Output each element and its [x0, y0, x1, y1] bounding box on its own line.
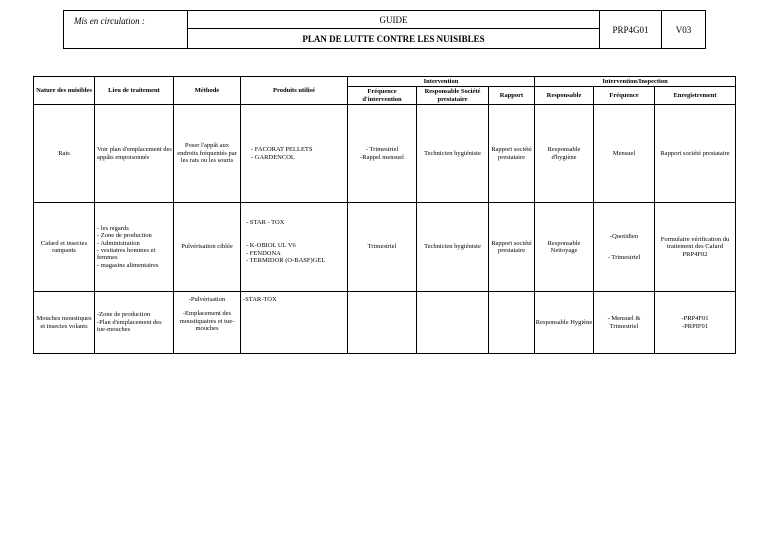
cell-responsable-societe: Technicien hygiéniste: [417, 105, 489, 203]
pest-control-table: [33, 76, 736, 354]
cell-methode: Pulvérisation ciblée: [174, 203, 241, 292]
frequency-item: - Trimestriel: [607, 254, 641, 261]
frequency-item: - Trimestriel: [365, 146, 399, 154]
table-row: [34, 292, 736, 354]
col-header-responsable-societe: Responsable Société prestataire: [417, 87, 489, 105]
col-header-produits: Produits utilisé: [241, 77, 348, 105]
cell-methode: [174, 292, 241, 354]
circulation-label: Mis en circulation :: [64, 11, 188, 49]
col-header-responsable: Responsable: [535, 87, 594, 105]
col-group-intervention: Intervention: [348, 77, 535, 87]
col-header-frequence-intervention: Fréquence d'intervention: [348, 87, 417, 105]
location-item: - magasins alimentaires: [97, 261, 159, 269]
cell-frequence: Mensuel: [594, 105, 655, 203]
cell-frequence: [594, 203, 655, 292]
product-item: - FACORAT PELLETS: [251, 146, 313, 154]
record-item: -PRPIF01: [681, 322, 708, 330]
cell-frequence: - Mensuel & Trimestriel: [594, 292, 655, 354]
location-item: - les regards: [97, 224, 129, 232]
col-header-lieu: Lieu de traitement: [95, 77, 174, 105]
table-row: [34, 203, 736, 292]
product-item: - GARDENCOL: [251, 153, 295, 161]
cell-rapport: Rapport société prestataire: [489, 105, 535, 203]
cell-produits: [241, 105, 348, 203]
method-item: -Pulvérisation: [188, 296, 226, 303]
cell-responsable: Responsable Nettoyage: [535, 203, 594, 292]
table-row: [34, 105, 736, 203]
cell-enregistrement: Rapport société prestataire: [655, 105, 736, 203]
cell-responsable: Responsable d'hygiène: [535, 105, 594, 203]
guide-label: GUIDE: [188, 11, 600, 29]
cell-produits: [241, 203, 348, 292]
cell-methode: Poser l'appât aux endroits fréquentés par les rats ou les souris: [174, 105, 241, 203]
cell-lieu: Voir plan d'emplacement des appâts empoisonnés: [95, 105, 174, 203]
cell-enregistrement: Formulaire vérification du traitement des Cafard PRP4F02: [655, 203, 736, 292]
product-item: - K-OBIOL UL V6: [246, 242, 296, 250]
location-item: - Administration: [97, 239, 140, 247]
cell-responsable-societe: [417, 292, 489, 354]
cell-frequence-intervention: Trimestriel: [348, 203, 417, 292]
cell-responsable-societe: Technicien hygiéniste: [417, 203, 489, 292]
record-item: -PRP4F01: [681, 315, 709, 323]
col-header-enregistrement: Enregistrement: [655, 87, 736, 105]
plan-title: PLAN DE LUTTE CONTRE LES NUISIBLES: [188, 29, 600, 49]
document-header: [63, 10, 706, 49]
cell-lieu: [95, 292, 174, 354]
cell-produits: -STAR-TOX: [241, 292, 348, 354]
location-item: -Plan d'emplacement des tue-mouches: [97, 318, 162, 334]
document-version: V03: [662, 11, 706, 49]
cell-frequence-intervention: [348, 292, 417, 354]
col-group-inspection: Intervention/Inspection: [535, 77, 736, 87]
location-item: - Zone de production: [97, 232, 152, 240]
product-item: - STAR - TOX: [246, 219, 285, 226]
frequency-item: -Quotidien: [609, 232, 639, 240]
frequency-item: -Rappel mensuel: [360, 153, 404, 161]
cell-nature: Mouches moustiques et insectes volants: [34, 292, 95, 354]
product-item: - FENDONA: [246, 249, 281, 257]
method-item: -Emplacement des moustiquaires et tue-mouches: [179, 310, 235, 333]
col-header-methode: Méthode: [174, 77, 241, 105]
cell-frequence-intervention: [348, 105, 417, 203]
document-reference: PRP4G01: [600, 11, 662, 49]
cell-responsable: Responsable Hygiène: [535, 292, 594, 354]
cell-enregistrement: [655, 292, 736, 354]
product-item: - TERMIDOR (O-BASF)GEL: [246, 257, 326, 265]
col-header-rapport: Rapport: [489, 87, 535, 105]
col-header-frequence: Fréquence: [594, 87, 655, 105]
cell-lieu: [95, 203, 174, 292]
cell-nature: Cafard et insectes rampants: [34, 203, 95, 292]
cell-nature: Rats: [34, 105, 95, 203]
col-header-nature: Nature des nuisibles: [34, 77, 95, 105]
location-item: -Zone de production: [97, 311, 151, 319]
location-item: - vestiaires hommes et femmes: [97, 247, 156, 262]
cell-rapport: [489, 292, 535, 354]
cell-rapport: Rapport société prestataire: [489, 203, 535, 292]
